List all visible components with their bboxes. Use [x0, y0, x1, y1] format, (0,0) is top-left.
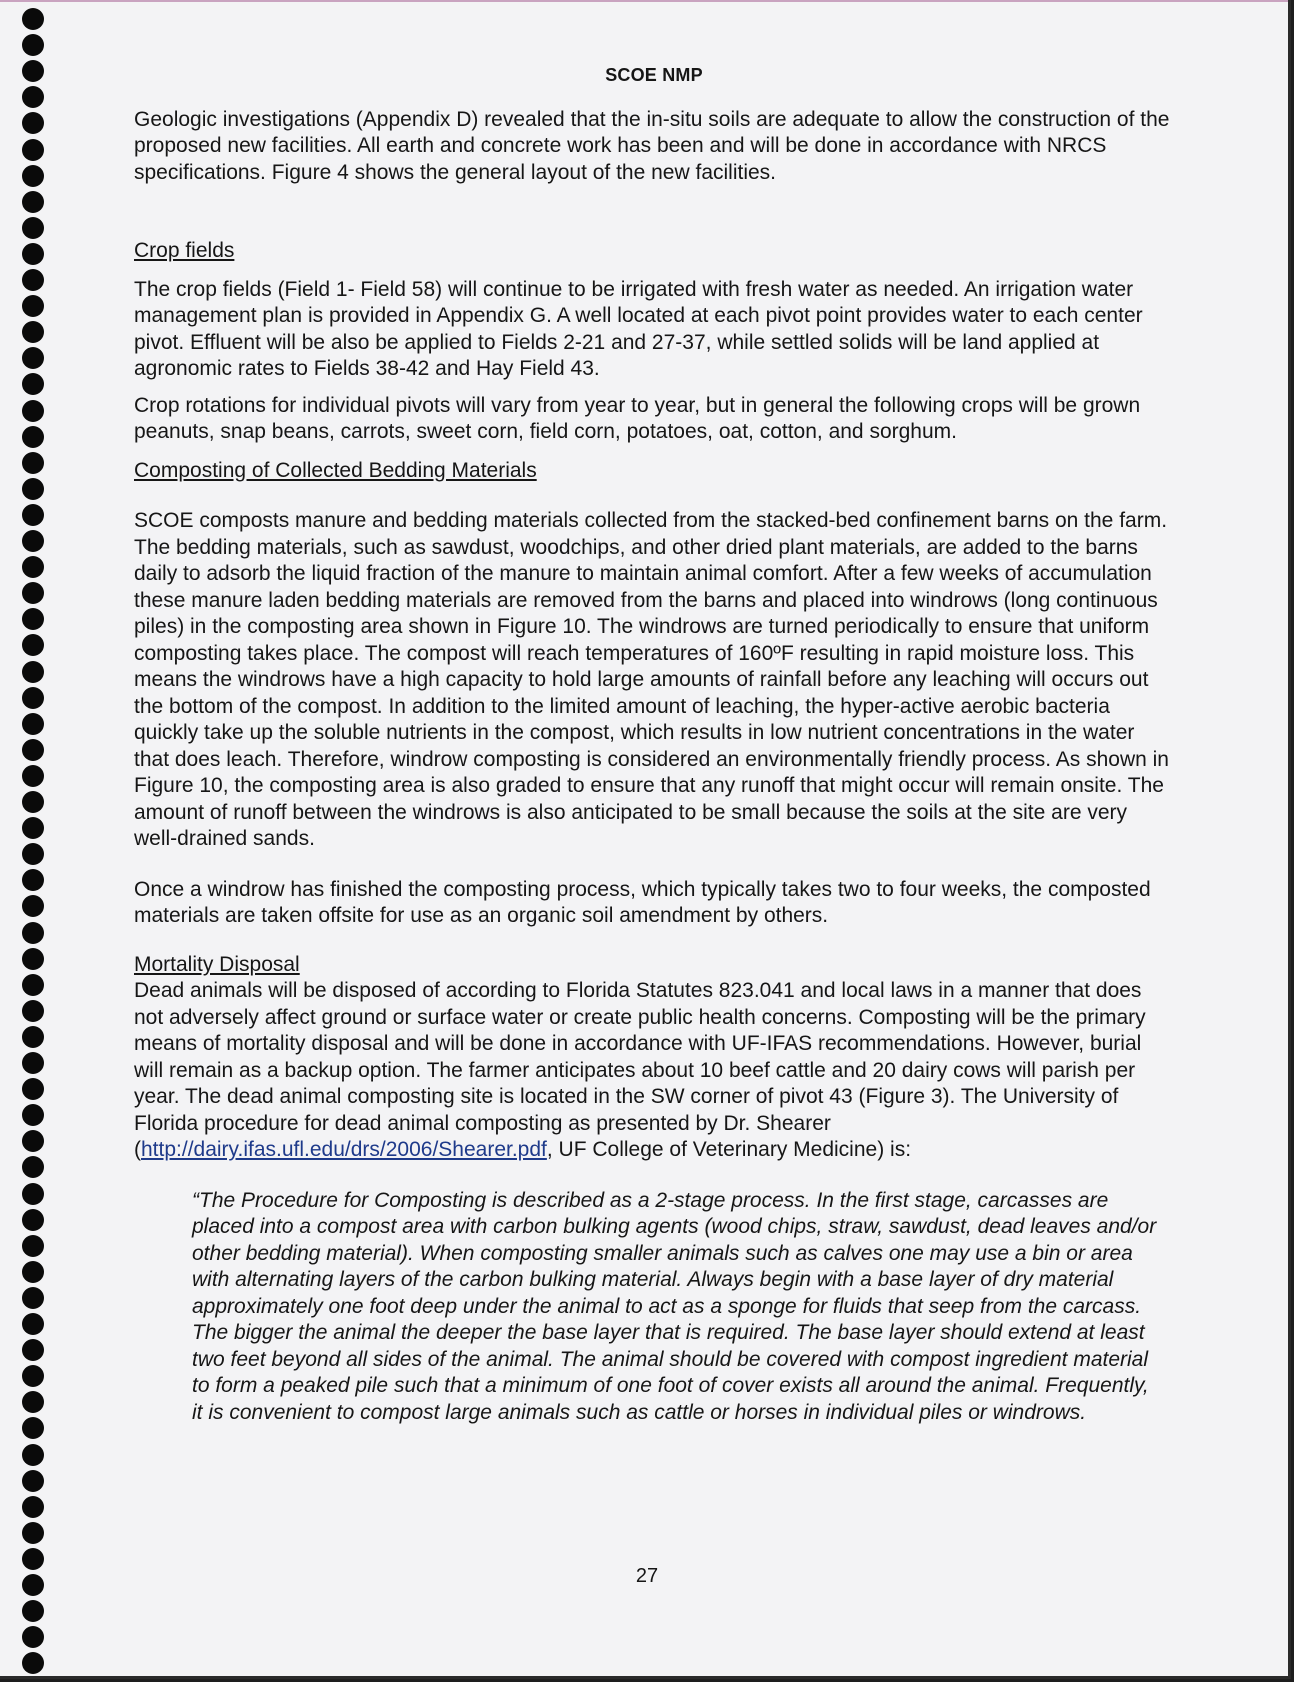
binding-hole	[22, 1261, 44, 1283]
binding-hole	[22, 1600, 44, 1622]
binding-hole	[22, 1339, 44, 1361]
binding-hole	[22, 243, 44, 265]
binding-hole	[22, 843, 44, 865]
binding-hole	[22, 1026, 44, 1048]
binding-hole	[22, 478, 44, 500]
spiral-binding-holes	[22, 8, 48, 1668]
binding-hole	[22, 217, 44, 239]
binding-hole	[22, 608, 44, 630]
crop-fields-paragraph-2: Crop rotations for individual pivots will vary from year to year, but in general the following crops will be grown peanuts, snap beans, carrots, sweet corn, field corn, potatoes, oat, cotton, and sorghum.	[134, 393, 1141, 443]
binding-hole	[22, 1209, 44, 1231]
composting-procedure-quote: “The Procedure for Composting is described as a 2-stage process. In the first stage, carcasses are placed into a compost area with carbon bulking agents (wood chips, straw, sawdust, dead leaves and/or other bedding material). When composting smaller animals such as calves one may use a bin or area with alternating layers of the carbon bulking material. Always begin with a base layer of dry material approximately one foot deep under the animal to act as a sponge for fluids that seep from the carcass. The bigger the animal the deeper the base layer that is required. The base layer should extend at least two feet beyond all sides of the animal. The animal should be covered with compost ingredient material to form a peaked pile such that a minimum of one foot of cover exists all around the animal. Frequently, it is convenient to compost large animals such as cattle or horses in individual piles or windrows.	[192, 1188, 1157, 1424]
binding-hole	[22, 1313, 44, 1335]
binding-hole	[22, 347, 44, 369]
binding-hole	[22, 86, 44, 108]
binding-hole	[22, 191, 44, 213]
page-content	[134, 62, 1174, 1426]
binding-hole	[22, 1496, 44, 1518]
composting-paragraph-2: Once a windrow has finished the composting process, which typically takes two to four weeks, the composted materials are taken offsite for use as an organic soil amendment by others.	[134, 877, 1151, 927]
page-number: 27	[635, 1565, 659, 1587]
shearer-pdf-link[interactable]: http://dairy.ifas.ufl.edu/drs/2006/Shearer.pdf	[141, 1138, 547, 1161]
binding-hole	[22, 60, 44, 82]
binding-hole	[22, 687, 44, 709]
composting-heading: Composting of Collected Bedding Materials	[134, 458, 537, 482]
top-edge-line	[0, 0, 1288, 2]
binding-hole	[22, 1365, 44, 1387]
crop-fields-paragraph-1: The crop fields (Field 1- Field 58) will continue to be irrigated with fresh water as needed. An irrigation water management plan is provided in Appendix G. A well located at each pivot point provides water to each center pivot. Effluent will be also be applied to Fields 2-21 and 27-37, while settled solids will be land applied at agronomic rates to Fields 38-42 and Hay Field 43.	[134, 277, 1143, 380]
binding-hole	[22, 556, 44, 578]
binding-hole	[22, 1391, 44, 1413]
intro-paragraph: Geologic investigations (Appendix D) revealed that the in-situ soils are adequate to allow the construction of the proposed new facilities. All earth and concrete work has been and will be done in accordance with NRCS specifications. Figure 4 shows the general layout of the new facilities.	[134, 107, 1170, 184]
binding-hole	[22, 1652, 44, 1674]
binding-hole	[22, 634, 44, 656]
binding-hole	[22, 582, 44, 604]
binding-hole	[22, 34, 44, 56]
binding-hole	[22, 1235, 44, 1257]
binding-hole	[22, 739, 44, 761]
binding-hole	[22, 400, 44, 422]
mortality-text-end: , UF College of Veterinary Medicine) is:	[546, 1138, 912, 1161]
binding-hole	[22, 1130, 44, 1152]
composting-paragraph-1: SCOE composts manure and bedding materials collected from the stacked-bed confinement barns on the farm. The bedding materials, such as sawdust, woodchips, and other dried plant materials, are added to the barns daily to adsorb the liquid fraction of the manure to maintain animal comfort. After a few weeks of accumulation these manure laden bedding materials are removed from the barns and placed into windrows (long continuous piles) in the composting area shown in Figure 10. The windrows are turned periodically to ensure that uniform composting takes place. The compost will reach temperatures of 160ºF resulting in rapid moisture loss. This means the windrows have a high capacity to hold large amounts of rainfall before any leaching will occurs out the bottom of the compost. In addition to the limited amount of leaching, the hyper-active aerobic bacteria quickly take up the soluble nutrients in the compost, which results in low nutrient concentrations in the water that does leach. Therefore, windrow composting is considered an environmentally friendly process. As shown in Figure 10, the composting area is also graded to ensure that any runoff that might occur will remain onsite. The amount of runoff between the windrows is also anticipated to be small because the soils at the site are very well-drained sands.	[134, 509, 1169, 850]
binding-hole	[22, 948, 44, 970]
binding-hole	[22, 1417, 44, 1439]
binding-hole	[22, 504, 44, 526]
binding-hole	[22, 1000, 44, 1022]
binding-hole	[22, 269, 44, 291]
binding-hole	[22, 426, 44, 448]
binding-hole	[22, 112, 44, 134]
binding-hole	[22, 139, 44, 161]
binding-hole	[22, 791, 44, 813]
binding-hole	[22, 895, 44, 917]
binding-hole	[22, 922, 44, 944]
binding-hole	[22, 1104, 44, 1126]
binding-hole	[22, 295, 44, 317]
binding-hole	[22, 1444, 44, 1466]
document-header: SCOE NMP	[605, 65, 703, 85]
binding-hole	[22, 661, 44, 683]
mortality-heading: Mortality Disposal	[134, 952, 300, 976]
binding-hole	[22, 1470, 44, 1492]
binding-hole	[22, 765, 44, 787]
binding-hole	[22, 817, 44, 839]
binding-hole	[22, 1078, 44, 1100]
mortality-paragraph	[134, 978, 1174, 1164]
binding-hole	[22, 713, 44, 735]
crop-fields-heading: Crop fields	[134, 239, 235, 262]
binding-hole	[22, 452, 44, 474]
binding-hole	[22, 373, 44, 395]
mortality-text-start: Dead animals will be disposed of according to Florida Statutes 823.041 and local laws in a manner that does not adversely affect ground or surface water or create public health concerns. Composting will be the primary means of mortality disposal and will be done in accordance with UF-IFAS recommendations. However, burial will remain as a backup option. The farmer anticipates about 10 beef cattle and 20 dairy cows will parish per year. The dead animal composting site is located in the SW corner of pivot 43 (Figure 3). The University of Florida procedure for dead animal composting as presented by Dr. Shearer (	[134, 979, 1146, 1161]
binding-hole	[22, 530, 44, 552]
binding-hole	[22, 8, 44, 30]
binding-hole	[22, 869, 44, 891]
binding-hole	[22, 1287, 44, 1309]
binding-hole	[22, 974, 44, 996]
binding-hole	[22, 1183, 44, 1205]
binding-hole	[22, 1626, 44, 1648]
binding-hole	[22, 165, 44, 187]
binding-hole	[22, 1052, 44, 1074]
binding-hole	[22, 1522, 44, 1544]
binding-hole	[22, 1156, 44, 1178]
binding-hole	[22, 321, 44, 343]
